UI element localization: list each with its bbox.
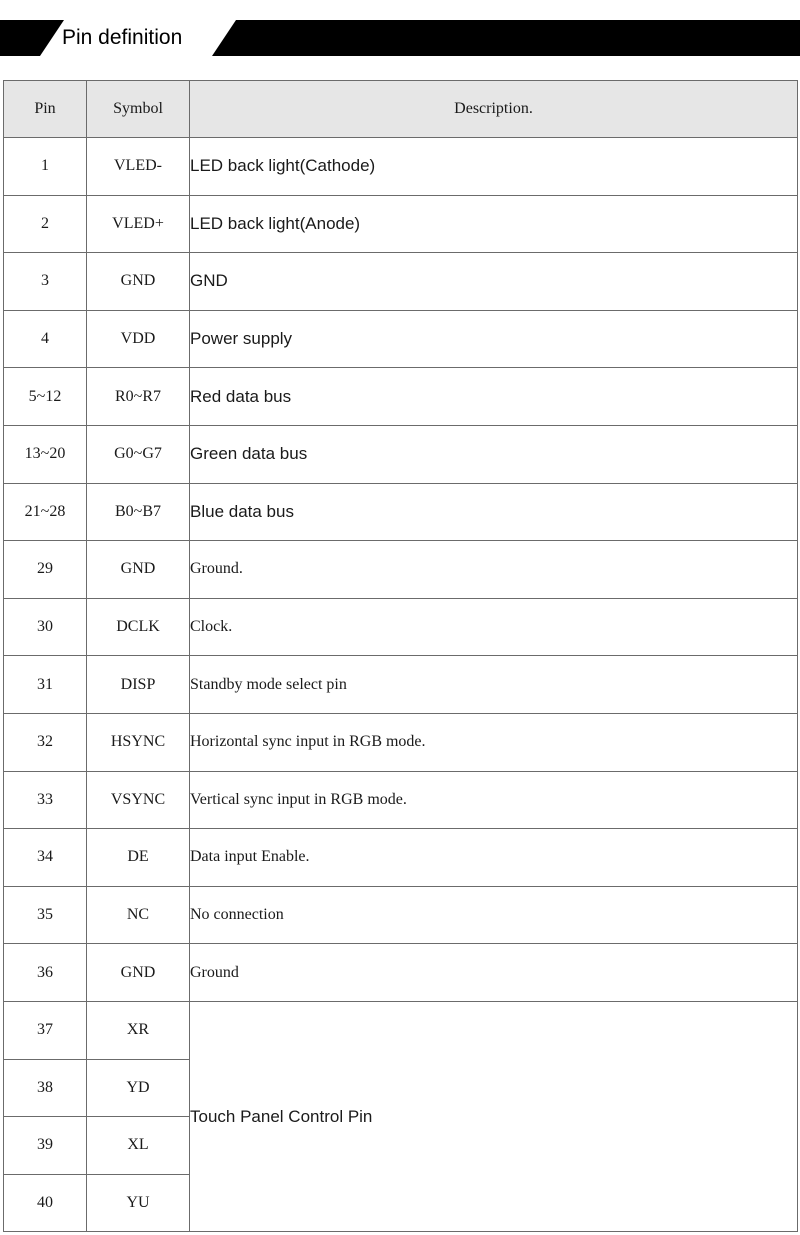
description-cell: Blue data bus [190, 483, 798, 541]
description-cell-merged: Touch Panel Control Pin [190, 1001, 798, 1231]
symbol-cell: DISP [87, 656, 190, 714]
column-header-pin: Pin [4, 81, 87, 138]
pin-cell: 38 [4, 1059, 87, 1117]
description-cell: Vertical sync input in RGB mode. [190, 771, 798, 829]
table-header-row [4, 81, 798, 138]
description-cell: Red data bus [190, 368, 798, 426]
section-title: Pin definition [62, 26, 183, 49]
description-cell: Ground. [190, 541, 798, 599]
table-row [4, 195, 798, 253]
description-cell: Data input Enable. [190, 829, 798, 887]
pin-cell: 3 [4, 253, 87, 311]
pin-cell: 40 [4, 1174, 87, 1232]
symbol-cell: HSYNC [87, 713, 190, 771]
description-cell: Green data bus [190, 425, 798, 483]
pin-cell: 5~12 [4, 368, 87, 426]
symbol-cell: G0~G7 [87, 425, 190, 483]
table-row [4, 771, 798, 829]
pin-cell: 30 [4, 598, 87, 656]
symbol-cell: GND [87, 944, 190, 1002]
description-cell: No connection [190, 886, 798, 944]
pin-cell: 13~20 [4, 425, 87, 483]
symbol-cell: VLED- [87, 138, 190, 196]
description-cell: Ground [190, 944, 798, 1002]
table-row [4, 944, 798, 1002]
description-cell: LED back light(Anode) [190, 195, 798, 253]
pin-cell: 2 [4, 195, 87, 253]
table-row [4, 656, 798, 714]
description-cell: Clock. [190, 598, 798, 656]
pin-cell: 34 [4, 829, 87, 887]
pin-cell: 36 [4, 944, 87, 1002]
pin-cell: 31 [4, 656, 87, 714]
symbol-cell: YD [87, 1059, 190, 1117]
pin-cell: 33 [4, 771, 87, 829]
symbol-cell: GND [87, 541, 190, 599]
symbol-cell: YU [87, 1174, 190, 1232]
table-row [4, 1001, 798, 1059]
table-row [4, 425, 798, 483]
pin-cell: 37 [4, 1001, 87, 1059]
pin-cell: 4 [4, 310, 87, 368]
pin-definition-table [3, 80, 798, 1232]
section-banner [0, 20, 800, 56]
table-row [4, 253, 798, 311]
pin-cell: 29 [4, 541, 87, 599]
symbol-cell: B0~B7 [87, 483, 190, 541]
symbol-cell: XR [87, 1001, 190, 1059]
pin-cell: 39 [4, 1117, 87, 1175]
description-cell: LED back light(Cathode) [190, 138, 798, 196]
table-row [4, 368, 798, 426]
symbol-cell: XL [87, 1117, 190, 1175]
symbol-cell: GND [87, 253, 190, 311]
symbol-cell: NC [87, 886, 190, 944]
table-row [4, 541, 798, 599]
symbol-cell: VDD [87, 310, 190, 368]
column-header-description: Description. [190, 81, 798, 138]
pin-cell: 32 [4, 713, 87, 771]
description-cell: Horizontal sync input in RGB mode. [190, 713, 798, 771]
pin-cell: 21~28 [4, 483, 87, 541]
symbol-cell: DE [87, 829, 190, 887]
pin-cell: 1 [4, 138, 87, 196]
description-cell: GND [190, 253, 798, 311]
pin-cell: 35 [4, 886, 87, 944]
table-row [4, 598, 798, 656]
symbol-cell: VLED+ [87, 195, 190, 253]
table-row [4, 886, 798, 944]
table-row [4, 829, 798, 887]
description-cell: Power supply [190, 310, 798, 368]
table-row [4, 713, 798, 771]
table-row [4, 483, 798, 541]
symbol-cell: DCLK [87, 598, 190, 656]
table-row [4, 138, 798, 196]
symbol-cell: VSYNC [87, 771, 190, 829]
description-cell: Standby mode select pin [190, 656, 798, 714]
banner-title-tab [40, 20, 236, 56]
symbol-cell: R0~R7 [87, 368, 190, 426]
column-header-symbol: Symbol [87, 81, 190, 138]
table-row [4, 310, 798, 368]
